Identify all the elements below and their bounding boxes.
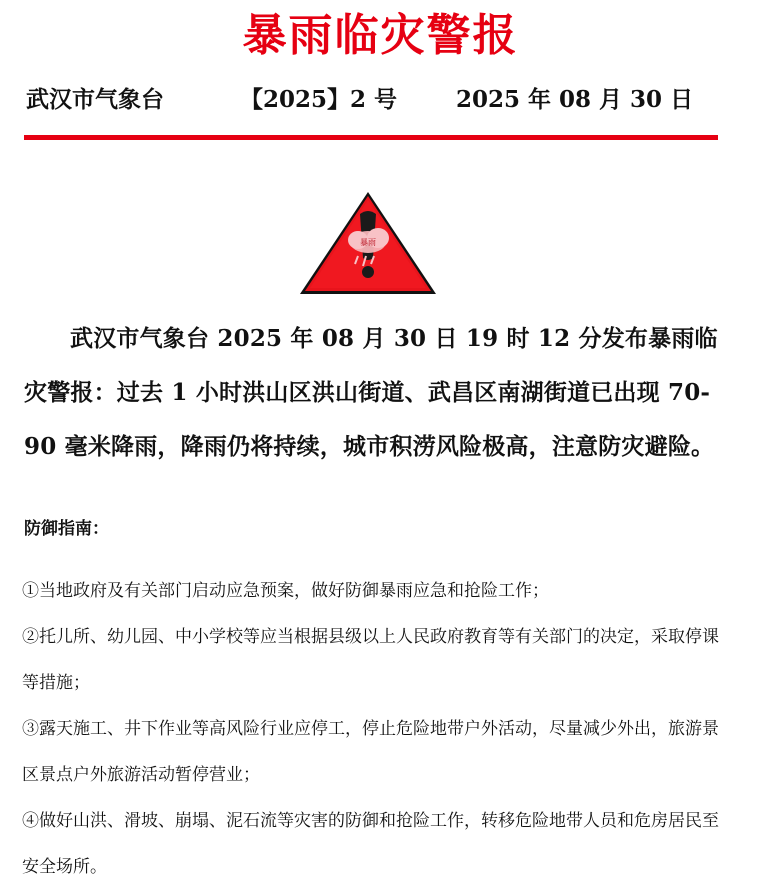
guide-item: ④做好山洪、滑坡、崩塌、泥石流等灾害的防御和抢险工作，转移危险地带人员和危房居民至安全场所。 bbox=[22, 811, 719, 877]
guide-item: ③露天施工、井下作业等高风险行业应停工，停止危险地带户外活动，尽量减少外出，旅游景区景点户外旅游活动暂停营业； bbox=[22, 719, 719, 785]
warning-body-text: 武汉市气象台 2025 年 08 月 30 日 19 时 12 分发布暴雨临灾警报：过去 1 小时洪山区洪山街道、武昌区南湖街道已出现 70-90 毫米降雨，降雨仍将持续，城市积涝风险极高，注意防灾避险。 bbox=[24, 325, 718, 460]
header-divider bbox=[24, 135, 718, 140]
issue-date: 2025 年 08 月 30 日 bbox=[456, 86, 694, 113]
warning-triangle-icon bbox=[298, 190, 438, 298]
document-number: 【2025】2 号 bbox=[240, 86, 398, 113]
issuing-organization: 武汉市气象台 bbox=[26, 86, 164, 113]
rainstorm-warning-icon bbox=[298, 190, 438, 298]
guide-item: ①当地政府及有关部门启动应急预案，做好防御暴雨应急和抢险工作； bbox=[22, 581, 549, 601]
guide-list bbox=[22, 568, 722, 890]
icon-label: 暴雨 bbox=[360, 238, 376, 247]
guide-heading: 防御指南： bbox=[24, 519, 109, 539]
warning-title: 暴雨临灾警报 bbox=[242, 10, 519, 61]
guide-item: ②托儿所、幼儿园、中小学校等应当根据县级以上人民政府教育等有关部门的决定，采取停课等措施； bbox=[22, 627, 719, 693]
